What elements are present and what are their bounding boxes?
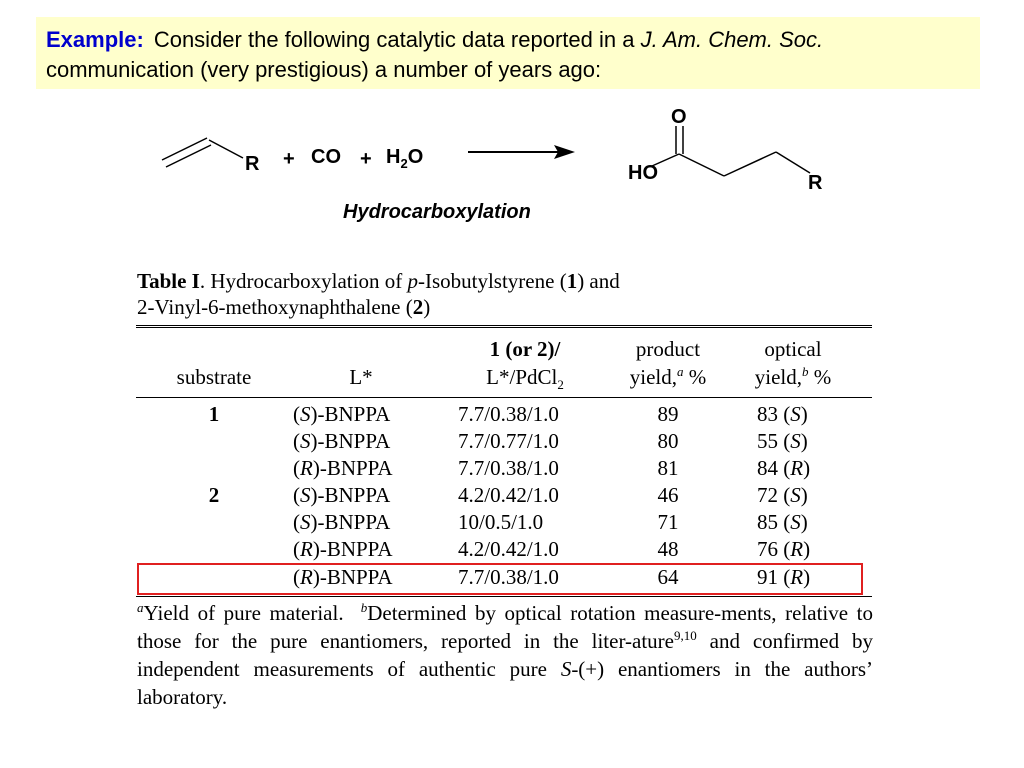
highlight-box <box>137 563 863 595</box>
cell-optical: 55 (S) <box>757 429 808 453</box>
header-ratio-line2 <box>486 364 564 393</box>
table-title-part-c: ) and <box>577 269 620 293</box>
cell-ligand: (R)-BNPPA <box>293 537 393 561</box>
footnote-b-text-1: Determined by optical rotation measure-ments, relative to those for the pure enantiomers, reported in the liter-ature <box>137 601 873 653</box>
cell-ligand: (S)-BNPPA <box>293 402 391 426</box>
table-footnote <box>137 599 873 711</box>
cell-ratio: 10/0.5/1.0 <box>458 510 544 534</box>
hydroxyl-label: HO <box>628 162 658 184</box>
intro-text-after: communication (very prestigious) a number of years ago: <box>46 57 602 82</box>
footnote-a-mark: a <box>137 600 144 615</box>
header-ligand: L* <box>349 365 373 389</box>
stereo-descriptor: S <box>300 402 311 426</box>
cell-ligand: (R)-BNPPA <box>293 565 393 589</box>
cell-ratio: 7.7/0.38/1.0 <box>458 456 559 480</box>
stereo-descriptor: R <box>790 537 804 561</box>
chain-bond-1 <box>679 154 724 176</box>
cell-optical: 72 (S) <box>757 483 808 507</box>
carboxylic-acid-structure <box>652 126 810 176</box>
table-title-num-2: 2 <box>412 295 424 319</box>
alkene-r-label: R <box>245 153 260 175</box>
header-yield-line1: product <box>635 337 701 361</box>
water-label <box>386 146 423 171</box>
cell-yield: 89 <box>657 402 679 426</box>
water-o: O <box>407 146 424 168</box>
cell-ligand: (S)-BNPPA <box>293 483 391 507</box>
table-header-rule <box>136 397 872 398</box>
table-title-para: p <box>407 269 418 293</box>
intro-callout <box>36 17 980 89</box>
header-yield-line2 <box>630 364 707 390</box>
stereo-descriptor: R <box>300 456 313 480</box>
table-title-line2-b: ) <box>423 295 431 319</box>
cell-substrate: 1 <box>208 402 220 426</box>
footnote-b-mark: b <box>360 600 368 615</box>
stereo-descriptor: S <box>790 429 801 453</box>
water-h: H <box>386 146 401 168</box>
cell-optical: 91 (R) <box>757 565 811 589</box>
footnote-b-text-3: -(+) enantiomers in the authors’ laboratory. <box>137 657 873 709</box>
alkene-single-bond <box>209 140 243 158</box>
chain-bond-2 <box>724 152 776 176</box>
header-yield-unit: % <box>683 365 707 389</box>
header-optical-unit: % <box>808 365 832 389</box>
table-title <box>137 268 620 320</box>
journal-name: J. Am. Chem. Soc. <box>640 27 824 52</box>
alkene-structure <box>162 138 243 167</box>
table-title-line2-a: 2-Vinyl-6-methoxynaphthalene ( <box>137 295 413 319</box>
stereo-descriptor: S <box>790 402 801 426</box>
water-subscript: 2 <box>400 156 408 171</box>
stereo-descriptor: S <box>300 510 311 534</box>
stereo-descriptor: S <box>790 510 801 534</box>
table-title-num-1: 1 <box>566 269 578 293</box>
cell-optical: 84 (R) <box>757 456 811 480</box>
carbonyl-o-label: O <box>671 106 687 128</box>
alkene-double-bond-b <box>166 145 211 167</box>
cell-substrate: 2 <box>208 483 220 507</box>
table-label: Table I <box>137 269 200 293</box>
header-ratio-sub: 2 <box>557 377 564 393</box>
header-ratio-line1 <box>490 336 561 362</box>
stereo-descriptor: R <box>790 565 804 589</box>
stereo-descriptor: R <box>300 537 313 561</box>
stereo-descriptor: R <box>790 456 804 480</box>
example-label: Example: <box>46 27 144 52</box>
cell-ratio: 4.2/0.42/1.0 <box>458 483 559 507</box>
stereo-descriptor: S <box>790 483 801 507</box>
table-top-rule <box>136 325 872 328</box>
footnote-a-text: Yield of pure material. <box>143 601 344 625</box>
chain-bond-3 <box>776 152 810 173</box>
plus-sign-2: + <box>360 148 372 170</box>
cell-ligand: (R)-BNPPA <box>293 456 393 480</box>
cell-yield: 80 <box>657 429 679 453</box>
cell-yield: 64 <box>657 565 679 589</box>
header-yield-text: yield, <box>629 365 677 389</box>
reaction-name: Hydrocarboxylation <box>343 201 531 223</box>
intro-text-before: Consider the following catalytic data reported in a <box>153 27 635 52</box>
cell-optical: 76 (R) <box>757 537 811 561</box>
cell-optical: 83 (S) <box>757 402 808 426</box>
header-ratio-line2-text: L*/PdCl <box>486 365 558 389</box>
header-optical-text: yield, <box>754 365 802 389</box>
cell-ligand: (S)-BNPPA <box>293 429 391 453</box>
cell-ratio: 7.7/0.38/1.0 <box>458 565 559 589</box>
cell-ratio: 7.7/0.77/1.0 <box>458 429 559 453</box>
cell-ratio: 7.7/0.38/1.0 <box>458 402 559 426</box>
cell-ratio: 4.2/0.42/1.0 <box>458 537 559 561</box>
header-optical-line1: optical <box>764 337 822 361</box>
plus-sign-1: + <box>283 148 295 170</box>
product-r-label: R <box>808 172 823 194</box>
footnote-ref: 9,10 <box>674 628 697 643</box>
co-label: CO <box>311 146 341 168</box>
header-substrate: substrate <box>176 365 252 389</box>
cell-yield: 71 <box>657 510 679 534</box>
table-title-part-a: . Hydrocarboxylation of <box>199 269 408 293</box>
reaction-arrow <box>468 145 575 159</box>
cell-optical: 85 (S) <box>757 510 808 534</box>
stereo-descriptor: S <box>300 429 311 453</box>
footnote-s-letter: S <box>560 657 572 681</box>
header-optical-sup: b <box>802 364 809 379</box>
cell-yield: 48 <box>657 537 679 561</box>
header-yield-sup: a <box>677 364 684 379</box>
cell-yield: 81 <box>657 456 679 480</box>
table-title-part-b: -Isobutylstyrene ( <box>417 269 567 293</box>
header-optical-line2 <box>755 364 832 390</box>
stereo-descriptor: S <box>300 483 311 507</box>
cell-ligand: (S)-BNPPA <box>293 510 391 534</box>
cell-yield: 46 <box>657 483 679 507</box>
header-ratio-line1-text: 1 (or 2)/ <box>489 337 561 361</box>
table-bottom-rule <box>136 596 872 597</box>
alkene-double-bond-a <box>162 138 207 160</box>
footnote-b-text-2: and confirmed by independent measurements of authentic pure <box>137 629 873 681</box>
stereo-descriptor: R <box>300 565 313 589</box>
